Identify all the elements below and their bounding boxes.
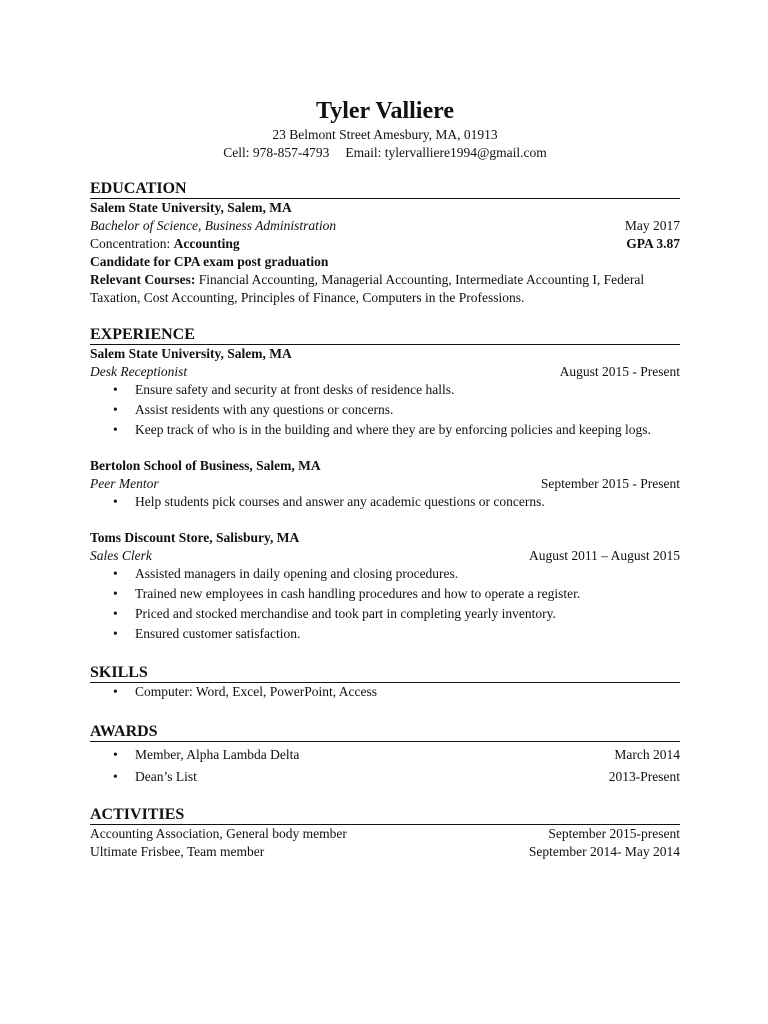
concentration-value: Accounting	[173, 236, 240, 251]
job-duty	[90, 381, 680, 399]
education-degree-date: May 2017	[624, 218, 680, 233]
bullet-icon: •	[113, 494, 118, 509]
bullet-icon: •	[113, 566, 118, 581]
bullet-icon: •	[113, 382, 118, 397]
candidate-name: Tyler Valliere	[316, 98, 454, 124]
job-organization: Salem State University, Salem, MA	[90, 346, 292, 361]
bullet-icon: •	[113, 747, 118, 762]
job-organization: Toms Discount Store, Salisbury, MA	[90, 530, 300, 545]
duty-text: Assist residents with any questions or concerns.	[135, 402, 394, 417]
education-school-row	[90, 199, 680, 217]
job-duties	[90, 381, 680, 439]
awards-heading: AWARDS	[90, 723, 680, 742]
skill-item	[90, 683, 680, 701]
job-duties	[90, 493, 680, 511]
experience-job	[90, 457, 680, 511]
award-name: Member, Alpha Lambda Delta	[135, 747, 300, 762]
bullet-icon: •	[113, 626, 118, 641]
activity-date: September 2015-present	[548, 826, 680, 841]
concentration-label: Concentration:	[90, 236, 174, 251]
job-title-row	[90, 475, 680, 493]
award-name: Dean’s List	[135, 769, 197, 784]
contact-line	[90, 144, 680, 162]
bullet-icon: •	[113, 769, 118, 784]
job-organization: Bertolon School of Business, Salem, MA	[90, 458, 321, 473]
duty-text: Keep track of who is in the building and where they are by enforcing policies and keeping logs.	[135, 422, 651, 437]
award-item	[90, 746, 680, 764]
cell-phone: Cell: 978-857-4793	[223, 145, 330, 160]
job-title-row	[90, 547, 680, 565]
bullet-icon: •	[113, 586, 118, 601]
job-duty	[90, 565, 680, 583]
education-degree: Bachelor of Science, Business Administration	[90, 218, 337, 233]
activity-item	[90, 825, 680, 843]
duty-text: Assisted managers in daily opening and closing procedures.	[135, 566, 459, 581]
experience-job	[90, 529, 680, 643]
bullet-icon: •	[113, 422, 118, 437]
job-duty	[90, 625, 680, 643]
duty-text: Help students pick courses and answer any academic questions or concerns.	[135, 494, 545, 509]
bullet-icon: •	[113, 684, 118, 699]
duty-text: Priced and stocked merchandise and took part in completing yearly inventory.	[135, 606, 556, 621]
award-date: 2013-Present	[608, 769, 680, 784]
job-duty	[90, 585, 680, 603]
skill-text: Computer: Word, Excel, PowerPoint, Access	[135, 684, 378, 699]
bullet-icon: •	[113, 402, 118, 417]
duty-text: Trained new employees in cash handling procedures and how to operate a register.	[135, 586, 581, 601]
job-duty	[90, 421, 680, 439]
bullet-icon: •	[113, 606, 118, 621]
award-item	[90, 768, 680, 786]
skills-list	[90, 683, 680, 701]
skills-heading: SKILLS	[90, 664, 680, 683]
address-line: 23 Belmont Street Amesbury, MA, 01913	[272, 127, 498, 142]
education-school: Salem State University, Salem, MA	[90, 200, 292, 215]
job-duty	[90, 605, 680, 623]
job-duty	[90, 401, 680, 419]
duty-text: Ensured customer satisfaction.	[135, 626, 301, 641]
award-date: March 2014	[614, 747, 680, 762]
job-dates: August 2015 - Present	[559, 364, 680, 379]
job-title-row	[90, 363, 680, 381]
activities-heading: ACTIVITIES	[90, 806, 680, 825]
activity-name: Ultimate Frisbee, Team member	[90, 844, 265, 859]
job-title: Sales Clerk	[90, 548, 152, 563]
courses-label: Relevant Courses:	[90, 272, 196, 287]
activity-name: Accounting Association, General body member	[90, 826, 347, 841]
education-concentration	[90, 235, 240, 253]
job-title: Desk Receptionist	[90, 364, 188, 379]
experience-heading: EXPERIENCE	[90, 326, 680, 345]
education-concentration-row	[90, 235, 680, 253]
activity-date: September 2014- May 2014	[528, 844, 680, 859]
job-dates: September 2015 - Present	[540, 476, 680, 491]
education-degree-row	[90, 217, 680, 235]
email-address: Email: tylervalliere1994@gmail.com	[345, 145, 547, 160]
education-courses	[90, 271, 680, 307]
job-dates: August 2011 – August 2015	[528, 548, 680, 563]
resume-page	[90, 96, 680, 861]
education-heading: EDUCATION	[90, 180, 680, 199]
education-cpa-note: Candidate for CPA exam post graduation	[90, 254, 329, 269]
courses-text: Financial Accounting, Managerial Accounting, Intermediate Accounting I, Federal Taxation, Cost Accounting, Principles of Finance, Computers in the Professions.	[90, 272, 645, 305]
duty-text: Ensure safety and security at front desks of residence halls.	[135, 382, 455, 397]
education-gpa: GPA 3.87	[626, 236, 680, 251]
activity-item	[90, 843, 680, 861]
job-title: Peer Mentor	[90, 476, 159, 491]
job-duties	[90, 565, 680, 643]
job-duty	[90, 493, 680, 511]
experience-job	[90, 345, 680, 439]
